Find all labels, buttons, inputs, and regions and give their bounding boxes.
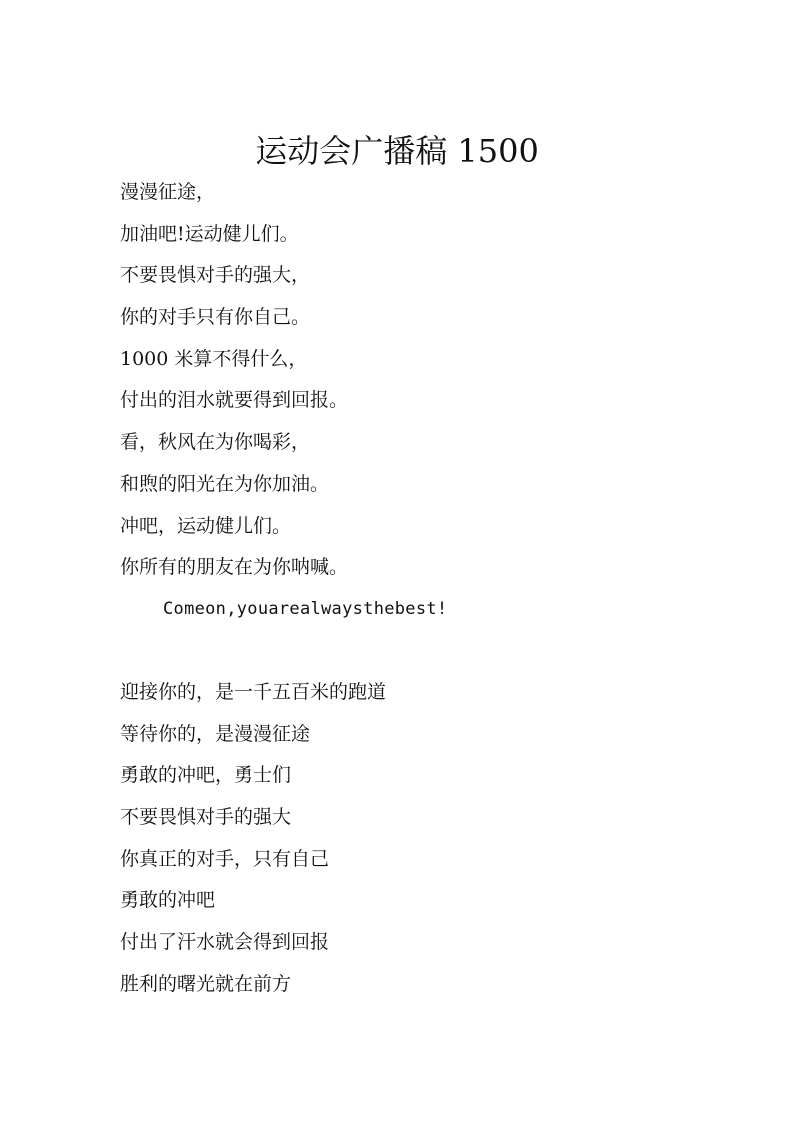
stanza-2 [120,672,740,1006]
stanza-1-line-7: 看，秋风在为你喝彩， [120,431,311,454]
stanza-2-line-3: 勇敢的冲吧，勇士们 [120,764,292,787]
stanza-2-line-5: 你真正的对手，只有自己 [120,847,330,870]
stanza-1-line-6: 付出的泪水就要得到回报。 [120,389,349,412]
stanza-2-line-1: 迎接你的，是一千五百米的跑道 [120,681,387,703]
stanza-1-line-5: 1000 米算不得什么， [120,347,308,370]
stanza-1-line-8: 和煦的阳光在为你加油。 [120,472,330,495]
stanza-2-line-7: 付出了汗水就会得到回报 [120,931,330,954]
english-slogan: Comeon,youarealwaysthebest! [163,598,448,619]
stanza-2-line-4: 不要畏惧对手的强大 [120,806,292,829]
stanza-2-line-2: 等待你的，是漫漫征途 [120,722,311,745]
stanza-2-line-8: 胜利的曙光就在前方 [120,972,292,995]
stanza-1 [120,172,740,631]
stanza-1-line-3: 不要畏惧对手的强大， [120,264,311,287]
stanza-1-line-2: 加油吧!运动健儿们。 [120,222,299,245]
stanza-1-line-1: 漫漫征途， [120,181,216,203]
stanza-2-line-6: 勇敢的冲吧 [120,889,216,912]
stanza-1-line-4: 你的对手只有你自己。 [120,306,311,329]
stanza-1-line-10: 你所有的朋友在为你呐喊。 [120,556,349,579]
document-title: 运动会广播稿 1500 [255,132,539,171]
stanza-1-line-9: 冲吧，运动健儿们。 [120,514,292,537]
